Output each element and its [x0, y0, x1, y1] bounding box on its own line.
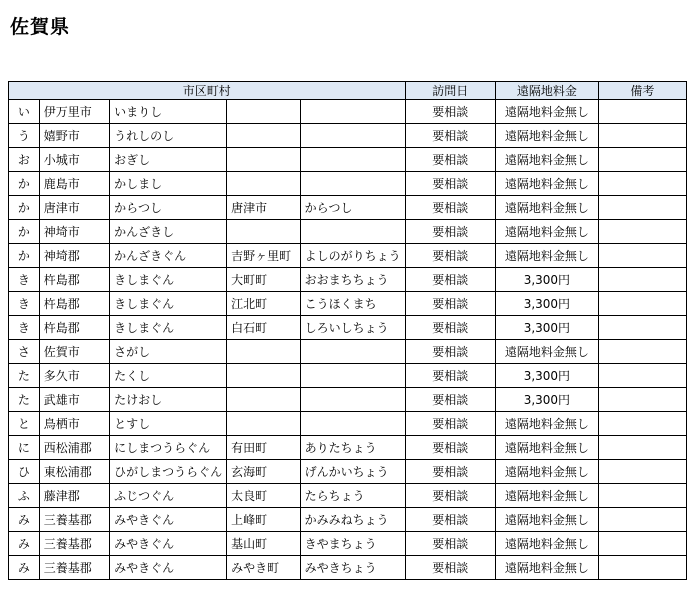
cell-city: 藤津郡 [39, 484, 109, 508]
cell-town-reading [300, 124, 405, 148]
cell-visit-day: 要相談 [405, 364, 495, 388]
cell-kana: か [9, 196, 40, 220]
cell-town [227, 172, 300, 196]
cell-remote-fee: 遠隔地料金無し [495, 220, 598, 244]
table-row [9, 556, 687, 580]
cell-notes [598, 124, 686, 148]
cell-city: 神埼郡 [39, 244, 109, 268]
cell-remote-fee: 3,300円 [495, 268, 598, 292]
cell-notes [598, 148, 686, 172]
cell-city-reading: かんざきぐん [110, 244, 227, 268]
cell-city-reading: みやきぐん [110, 556, 227, 580]
cell-city-reading: からつし [110, 196, 227, 220]
cell-notes [598, 268, 686, 292]
cell-visit-day: 要相談 [405, 268, 495, 292]
cell-notes [598, 340, 686, 364]
table-row [9, 340, 687, 364]
cell-notes [598, 484, 686, 508]
cell-town [227, 100, 300, 124]
cell-kana: ひ [9, 460, 40, 484]
cell-town-reading: おおまちちょう [300, 268, 405, 292]
cell-town-reading: たらちょう [300, 484, 405, 508]
cell-city: 東松浦郡 [39, 460, 109, 484]
page-title: 佐賀県 [10, 16, 71, 38]
cell-kana: き [9, 316, 40, 340]
table-row [9, 292, 687, 316]
cell-town [227, 388, 300, 412]
cell-notes [598, 388, 686, 412]
cell-notes [598, 532, 686, 556]
cell-visit-day: 要相談 [405, 340, 495, 364]
cell-visit-day: 要相談 [405, 220, 495, 244]
cell-town: 大町町 [227, 268, 300, 292]
cell-town-reading [300, 340, 405, 364]
table-row [9, 508, 687, 532]
cell-town: 有田町 [227, 436, 300, 460]
cell-notes [598, 556, 686, 580]
cell-remote-fee: 遠隔地料金無し [495, 484, 598, 508]
cell-remote-fee: 3,300円 [495, 316, 598, 340]
cell-remote-fee: 遠隔地料金無し [495, 460, 598, 484]
cell-town: 上峰町 [227, 508, 300, 532]
cell-town: 太良町 [227, 484, 300, 508]
cell-city: 佐賀市 [39, 340, 109, 364]
cell-notes [598, 364, 686, 388]
cell-remote-fee: 遠隔地料金無し [495, 148, 598, 172]
cell-visit-day: 要相談 [405, 556, 495, 580]
table-row [9, 388, 687, 412]
cell-kana: ふ [9, 484, 40, 508]
cell-kana: み [9, 556, 40, 580]
table-row [9, 436, 687, 460]
cell-town-reading [300, 148, 405, 172]
cell-city: 多久市 [39, 364, 109, 388]
cell-remote-fee: 遠隔地料金無し [495, 244, 598, 268]
cell-town: みやき町 [227, 556, 300, 580]
cell-visit-day: 要相談 [405, 292, 495, 316]
cell-town-reading [300, 220, 405, 244]
cell-city: 小城市 [39, 148, 109, 172]
cell-visit-day: 要相談 [405, 532, 495, 556]
cell-visit-day: 要相談 [405, 148, 495, 172]
cell-city: 杵島郡 [39, 268, 109, 292]
cell-kana: さ [9, 340, 40, 364]
cell-visit-day: 要相談 [405, 124, 495, 148]
cell-notes [598, 244, 686, 268]
cell-town-reading: こうほくまち [300, 292, 405, 316]
cell-town-reading [300, 364, 405, 388]
cell-city-reading: きしまぐん [110, 268, 227, 292]
cell-town-reading: きやまちょう [300, 532, 405, 556]
cell-city: 杵島郡 [39, 292, 109, 316]
header-notes: 備考 [598, 82, 686, 100]
table-row [9, 100, 687, 124]
cell-kana: か [9, 220, 40, 244]
cell-notes [598, 220, 686, 244]
cell-town: 基山町 [227, 532, 300, 556]
cell-city-reading: たくし [110, 364, 227, 388]
cell-notes [598, 436, 686, 460]
cell-town [227, 340, 300, 364]
cell-city: 鹿島市 [39, 172, 109, 196]
cell-kana: と [9, 412, 40, 436]
header-municipality: 市区町村 [9, 82, 406, 100]
cell-town [227, 220, 300, 244]
cell-city: 唐津市 [39, 196, 109, 220]
table-row [9, 364, 687, 388]
cell-remote-fee: 遠隔地料金無し [495, 556, 598, 580]
cell-city-reading: みやきぐん [110, 532, 227, 556]
cell-city: 神埼市 [39, 220, 109, 244]
cell-city-reading: ひがしまつうらぐん [110, 460, 227, 484]
cell-town-reading: しろいしちょう [300, 316, 405, 340]
cell-city: 伊万里市 [39, 100, 109, 124]
cell-remote-fee: 遠隔地料金無し [495, 196, 598, 220]
cell-town [227, 124, 300, 148]
table-row [9, 172, 687, 196]
cell-kana: う [9, 124, 40, 148]
cell-visit-day: 要相談 [405, 388, 495, 412]
cell-city-reading: かしまし [110, 172, 227, 196]
table-row [9, 484, 687, 508]
cell-visit-day: 要相談 [405, 508, 495, 532]
cell-city: 西松浦郡 [39, 436, 109, 460]
cell-town [227, 148, 300, 172]
cell-city-reading: さがし [110, 340, 227, 364]
table-header-row [9, 82, 687, 100]
table-row [9, 532, 687, 556]
cell-city-reading: とすし [110, 412, 227, 436]
cell-town-reading: よしのがりちょう [300, 244, 405, 268]
cell-kana: た [9, 388, 40, 412]
cell-town-reading: げんかいちょう [300, 460, 405, 484]
cell-city: 三養基郡 [39, 556, 109, 580]
cell-notes [598, 172, 686, 196]
table-row [9, 460, 687, 484]
cell-city-reading: うれしのし [110, 124, 227, 148]
cell-city-reading: みやきぐん [110, 508, 227, 532]
table-row [9, 412, 687, 436]
cell-city-reading: きしまぐん [110, 316, 227, 340]
cell-remote-fee: 遠隔地料金無し [495, 124, 598, 148]
cell-town: 玄海町 [227, 460, 300, 484]
table-row [9, 124, 687, 148]
cell-city-reading: おぎし [110, 148, 227, 172]
cell-town [227, 412, 300, 436]
cell-visit-day: 要相談 [405, 244, 495, 268]
cell-kana: み [9, 508, 40, 532]
cell-town-reading [300, 100, 405, 124]
cell-visit-day: 要相談 [405, 412, 495, 436]
cell-city: 三養基郡 [39, 508, 109, 532]
cell-remote-fee: 3,300円 [495, 364, 598, 388]
cell-notes [598, 460, 686, 484]
cell-notes [598, 292, 686, 316]
cell-city-reading: きしまぐん [110, 292, 227, 316]
table-row [9, 196, 687, 220]
cell-town [227, 364, 300, 388]
cell-city: 鳥栖市 [39, 412, 109, 436]
cell-visit-day: 要相談 [405, 316, 495, 340]
service-area-table [8, 81, 687, 580]
cell-town-reading: かみみねちょう [300, 508, 405, 532]
cell-notes [598, 508, 686, 532]
cell-town-reading: からつし [300, 196, 405, 220]
cell-kana: き [9, 292, 40, 316]
cell-visit-day: 要相談 [405, 196, 495, 220]
cell-town: 唐津市 [227, 196, 300, 220]
cell-city: 嬉野市 [39, 124, 109, 148]
table-row [9, 220, 687, 244]
cell-city-reading: いまりし [110, 100, 227, 124]
cell-city: 三養基郡 [39, 532, 109, 556]
cell-kana: か [9, 244, 40, 268]
cell-city: 杵島郡 [39, 316, 109, 340]
cell-visit-day: 要相談 [405, 172, 495, 196]
table-row [9, 268, 687, 292]
cell-city-reading: たけおし [110, 388, 227, 412]
cell-town: 江北町 [227, 292, 300, 316]
cell-kana: に [9, 436, 40, 460]
cell-visit-day: 要相談 [405, 484, 495, 508]
cell-town: 吉野ヶ里町 [227, 244, 300, 268]
cell-remote-fee: 遠隔地料金無し [495, 436, 598, 460]
cell-city-reading: かんざきし [110, 220, 227, 244]
cell-remote-fee: 3,300円 [495, 292, 598, 316]
table-row [9, 244, 687, 268]
table-body [9, 100, 687, 580]
cell-kana: た [9, 364, 40, 388]
cell-remote-fee: 3,300円 [495, 388, 598, 412]
header-visit-day: 訪問日 [405, 82, 495, 100]
cell-town-reading: みやきちょう [300, 556, 405, 580]
header-remote-fee: 遠隔地料金 [495, 82, 598, 100]
cell-kana: お [9, 148, 40, 172]
cell-notes [598, 412, 686, 436]
cell-remote-fee: 遠隔地料金無し [495, 100, 598, 124]
cell-visit-day: 要相談 [405, 100, 495, 124]
cell-kana: み [9, 532, 40, 556]
cell-visit-day: 要相談 [405, 460, 495, 484]
cell-kana: か [9, 172, 40, 196]
cell-kana: き [9, 268, 40, 292]
cell-visit-day: 要相談 [405, 436, 495, 460]
cell-notes [598, 100, 686, 124]
cell-kana: い [9, 100, 40, 124]
cell-city: 武雄市 [39, 388, 109, 412]
cell-town-reading: ありたちょう [300, 436, 405, 460]
cell-town: 白石町 [227, 316, 300, 340]
cell-town-reading [300, 412, 405, 436]
cell-notes [598, 196, 686, 220]
cell-town-reading [300, 388, 405, 412]
cell-remote-fee: 遠隔地料金無し [495, 508, 598, 532]
cell-town-reading [300, 172, 405, 196]
cell-remote-fee: 遠隔地料金無し [495, 412, 598, 436]
cell-remote-fee: 遠隔地料金無し [495, 532, 598, 556]
cell-city-reading: にしまつうらぐん [110, 436, 227, 460]
cell-remote-fee: 遠隔地料金無し [495, 172, 598, 196]
cell-city-reading: ふじつぐん [110, 484, 227, 508]
cell-notes [598, 316, 686, 340]
table-row [9, 316, 687, 340]
table-row [9, 148, 687, 172]
cell-remote-fee: 遠隔地料金無し [495, 340, 598, 364]
